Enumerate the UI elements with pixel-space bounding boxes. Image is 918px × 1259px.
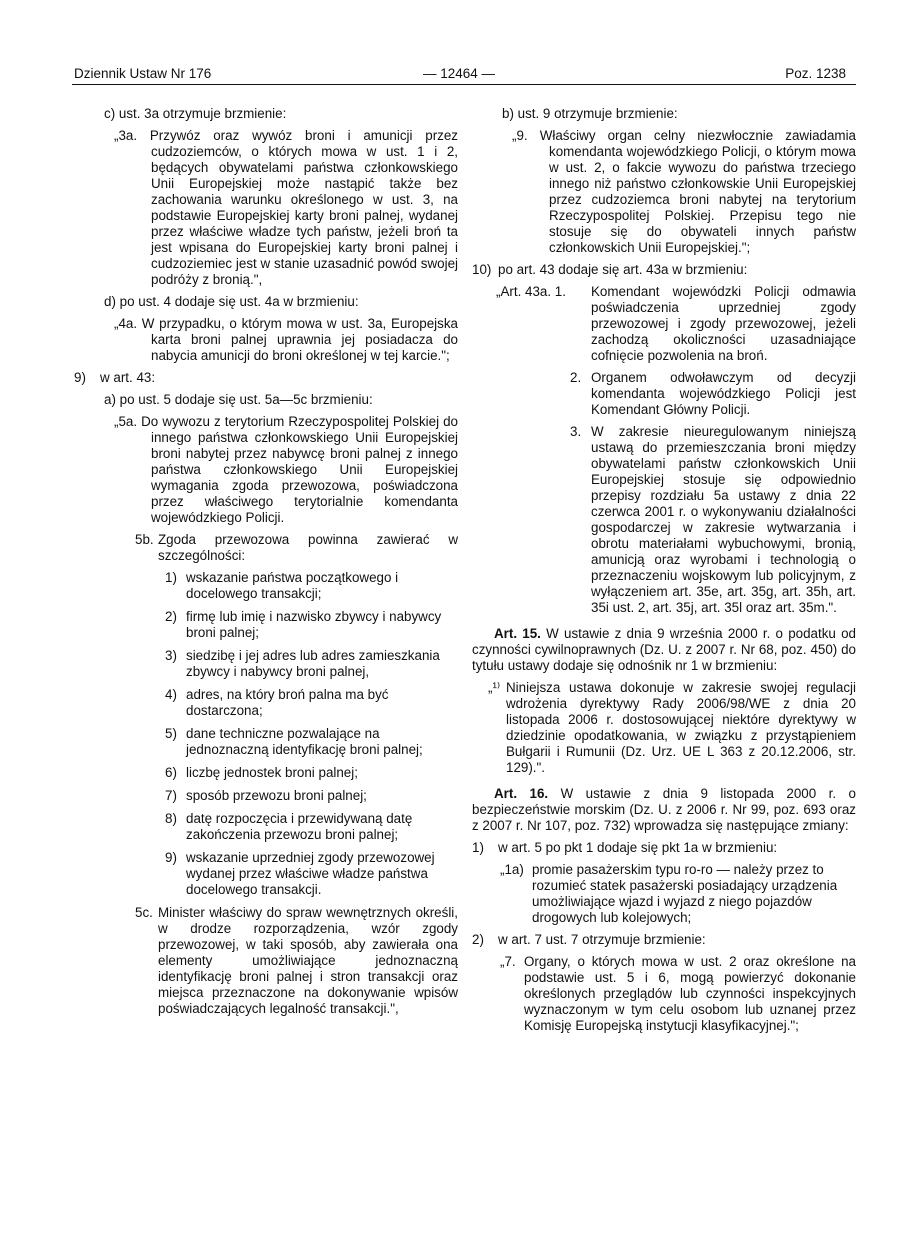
position-number: Poz. 1238 xyxy=(785,66,846,81)
list-item-text: siedzibę i jej adres lub adres zamieszkania zbywcy i nabywcy broni palnej, xyxy=(186,648,440,679)
list-item xyxy=(165,811,458,843)
art-43a-section-1 xyxy=(496,284,856,364)
quote-9: „9. Właściwy organ celny niezwłocznie zawiadamia komendanta wojewódzkiego Policji, o którym mowa w ust. 2, o fakcie wywozu do państwa trzeciego innego niż państwo członkowskie Unii Europejskiej przez cudzoziemca broni nabytej na terytorium Rzeczypospolitej Polskiej. Przepisu tego nie stosuje się do obywateli innych państw członkowskich Unii Europejskiej."; xyxy=(512,128,856,255)
point-a-heading: a) po ust. 5 dodaje się ust. 5a—5c brzmieniu: xyxy=(104,392,373,407)
point-10-text: po art. 43 dodaje się art. 43a w brzmieniu: xyxy=(498,262,748,277)
quote-7 xyxy=(500,954,856,1034)
article-16-text: W ustawie z dnia 9 listopada 2000 r. o bezpieczeństwie morskim (Dz. U. z 2006 r. Nr 99, poz. 693 oraz z 2007 r. Nr 107, poz. 732) wprowadza się następujące zmiany: xyxy=(472,786,856,833)
list-item-label: 2) xyxy=(165,609,177,624)
list-item xyxy=(165,850,458,898)
right-column xyxy=(472,106,856,1040)
art-43a-section-2-label: 2. xyxy=(570,370,582,385)
point-c-heading: c) ust. 3a otrzymuje brzmienie: xyxy=(104,106,287,121)
list-item-label: 8) xyxy=(165,811,177,826)
section-5c-label: 5c. xyxy=(135,905,153,920)
page-number: — 12464 — xyxy=(422,66,496,81)
quote-3a: „3a. Przywóz oraz wywóz broni i amunicji przez cudzoziemców, o których mowa w ust. 1 i 2, będących obywatelami państwa członkowskiego Unii Europejskiej może nastąpić także bez zachowania warunku określonego w ust. 3, na podstawie Europejskiej karty broni palnej, wydanej przez właściwe władze tych państw, jeżeli broń ta jest wpisana do Europejskiej karty broni palnej i cudzoziemiec jest w stanie uzasadnić powód swojej podróży z bronią.", xyxy=(114,128,458,287)
section-5b xyxy=(135,532,458,564)
point-9-text: w art. 43: xyxy=(100,370,156,385)
header-divider xyxy=(72,84,856,85)
list-item-text: dane techniczne pozwalające na jednoznaczną identyfikację broni palnej; xyxy=(186,726,423,757)
list-item xyxy=(165,726,458,758)
list-item xyxy=(165,648,458,680)
list-item-text: liczbę jednostek broni palnej; xyxy=(186,765,358,780)
art-43a-label: „Art. 43a. 1. xyxy=(496,284,566,299)
change-1-label: 1) xyxy=(472,840,484,855)
list-item-text: sposób przewozu broni palnej; xyxy=(186,788,367,803)
quote-7-label: „7. xyxy=(500,954,516,969)
point-10 xyxy=(472,262,856,278)
list-item-label: 4) xyxy=(165,687,177,702)
art-43a-section-3-label: 3. xyxy=(570,424,582,439)
footnote-1-label: „¹⁾ xyxy=(488,680,501,695)
art-43a-section-3-text: W zakresie nieuregulowanym niniejszą ustawą do przemieszczania broni między obywatelami państw członkowskich Unii Europejskiej stosuje się odpowiednio przepisy rozdziału 5a ustawy z dnia 22 czerwca 2001 r. o wykonywaniu działalności gospodarczej w zakresie wytwarzania i obrotu materiałami wybuchowymi, bronią, amunicją oraz wyrobami i technologią o przeznaczeniu wojskowym lub policyjnym, z wyłączeniem art. 35e, art. 35g, art. 35h, art. 35i ust. 2, art. 35j, art. 35l oraz art. 35m.". xyxy=(591,424,856,615)
quote-7-text: Organy, o których mowa w ust. 2 oraz określone na podstawie ust. 5 i 6, mogą powierzyć dokonanie określonych przeglądów lub czynności inspekcyjnych wyznaczonym w tym celu osobom lub uznanej przez Komisję Europejską instytucji klasyfikacyjnej."; xyxy=(524,954,856,1033)
left-column xyxy=(74,106,458,1023)
change-2 xyxy=(472,932,856,948)
list-item-text: wskazanie uprzedniej zgody przewozowej wydanej przez właściwe władze państwa docelowego transakcji. xyxy=(186,850,435,897)
section-5c xyxy=(135,905,458,1017)
quote-1a-label: „1a) xyxy=(500,862,524,877)
footnote-1 xyxy=(488,680,856,776)
quote-1a xyxy=(500,862,856,926)
list-item-text: datę rozpoczęcia i przewidywaną datę zakończenia przewozu broni palnej; xyxy=(186,811,413,842)
point-b-heading: b) ust. 9 otrzymuje brzmienie: xyxy=(502,106,678,121)
point-10-label: 10) xyxy=(472,262,492,277)
point-d-heading: d) po ust. 4 dodaje się ust. 4a w brzmieniu: xyxy=(104,294,359,309)
list-item xyxy=(165,687,458,719)
art-43a-section-1-text: Komendant wojewódzki Policji odmawia poświadczenia uprzedniej zgody przewozowej i zgody przewozowej, jeżeli zachodzą okoliczności uzasadniające cofnięcie pozwolenia na broń. xyxy=(591,284,856,363)
section-5b-text: Zgoda przewozowa powinna zawierać w szczególności: xyxy=(158,532,458,563)
article-16-label: Art. 16. xyxy=(494,786,549,801)
change-1 xyxy=(472,840,856,856)
quote-5a: „5a. Do wywozu z terytorium Rzeczypospolitej Polskiej do innego państwa członkowskiego Unii Europejskiej broni nabytej przez nabywcę broni palnej z innego państwa członkowskiego Unii Europejskiej wymagania zgoda przewozowa, poświadczona przez właściwego terytorialnie komendanta wojewódzkiego Policji. xyxy=(114,414,458,525)
quote-1a-text: promie pasażerskim typu ro-ro — należy przez to rozumieć statek pasażerski posiadający urządzenia umożliwiające wjazd i wyjazd z niego pojazdów drogowych lub kolejowych; xyxy=(532,862,838,925)
list-item-text: adres, na który broń palna ma być dostarczona; xyxy=(186,687,389,718)
list-item-label: 5) xyxy=(165,726,177,741)
journal-title: Dziennik Ustaw Nr 176 xyxy=(74,66,212,81)
list-item-label: 3) xyxy=(165,648,177,663)
list-item-label: 1) xyxy=(165,570,177,585)
art-43a-section-2 xyxy=(570,370,856,418)
article-16 xyxy=(472,786,856,834)
change-2-label: 2) xyxy=(472,932,484,947)
section-5b-label: 5b. xyxy=(135,532,154,547)
list-item-label: 9) xyxy=(165,850,177,865)
art-43a-section-2-text: Organem odwoławczym od decyzji komendanta wojewódzkiego Policji jest Komendant Główny Policji. xyxy=(591,370,856,417)
list-item-label: 6) xyxy=(165,765,177,780)
list-item xyxy=(165,765,458,781)
list-item xyxy=(165,570,458,602)
footnote-1-text: Niniejsza ustawa dokonuje w zakresie swojej regulacji wdrożenia dyrektywy Rady 2006/98/WE z dnia 20 listopada 2006 r. dostosowującej niektóre dyrektywy w dziedzinie opodatkowania, w związku z przystąpieniem Bułgarii i Rumunii (Dz. Urz. UE L 363 z 20.12.2006, str. 129).". xyxy=(506,680,856,775)
quote-4a: „4a. W przypadku, o którym mowa w ust. 3a, Europejska karta broni palnej uprawnia jej posiadacza do nabycia amunicji do broni określonej w tej karcie."; xyxy=(114,316,458,363)
change-2-text: w art. 7 ust. 7 otrzymuje brzmienie: xyxy=(498,932,706,947)
article-15 xyxy=(472,626,856,674)
art-43a-section-3 xyxy=(570,424,856,616)
point-9 xyxy=(74,370,458,386)
article-15-text: W ustawie z dnia 9 września 2000 r. o podatku od czynności cywilnoprawnych (Dz. U. z 2007 r. Nr 68, poz. 450) do tytułu ustawy dodaje się odnośnik nr 1 w brzmieniu: xyxy=(472,626,856,673)
article-15-label: Art. 15. xyxy=(494,626,541,641)
point-9-label: 9) xyxy=(74,370,86,385)
list-item xyxy=(165,788,458,804)
change-1-text: w art. 5 po pkt 1 dodaje się pkt 1a w brzmieniu: xyxy=(498,840,778,855)
list-item-text: firmę lub imię i nazwisko zbywcy i nabywcy broni palnej; xyxy=(186,609,442,640)
section-5c-text: Minister właściwy do spraw wewnętrznych określi, w drodze rozporządzenia, wzór zgody przewozowej, w taki sposób, aby zawierała ona elementy umożliwiające jednoznaczną identyfikację broni palnej i stron transakcji oraz miejsca przeznaczone na dokonywanie wpisów poświadczających legalność transakcji.", xyxy=(158,905,458,1016)
list-item xyxy=(165,609,458,641)
list-item-label: 7) xyxy=(165,788,177,803)
list-item-text: wskazanie państwa początkowego i docelowego transakcji; xyxy=(186,570,399,601)
